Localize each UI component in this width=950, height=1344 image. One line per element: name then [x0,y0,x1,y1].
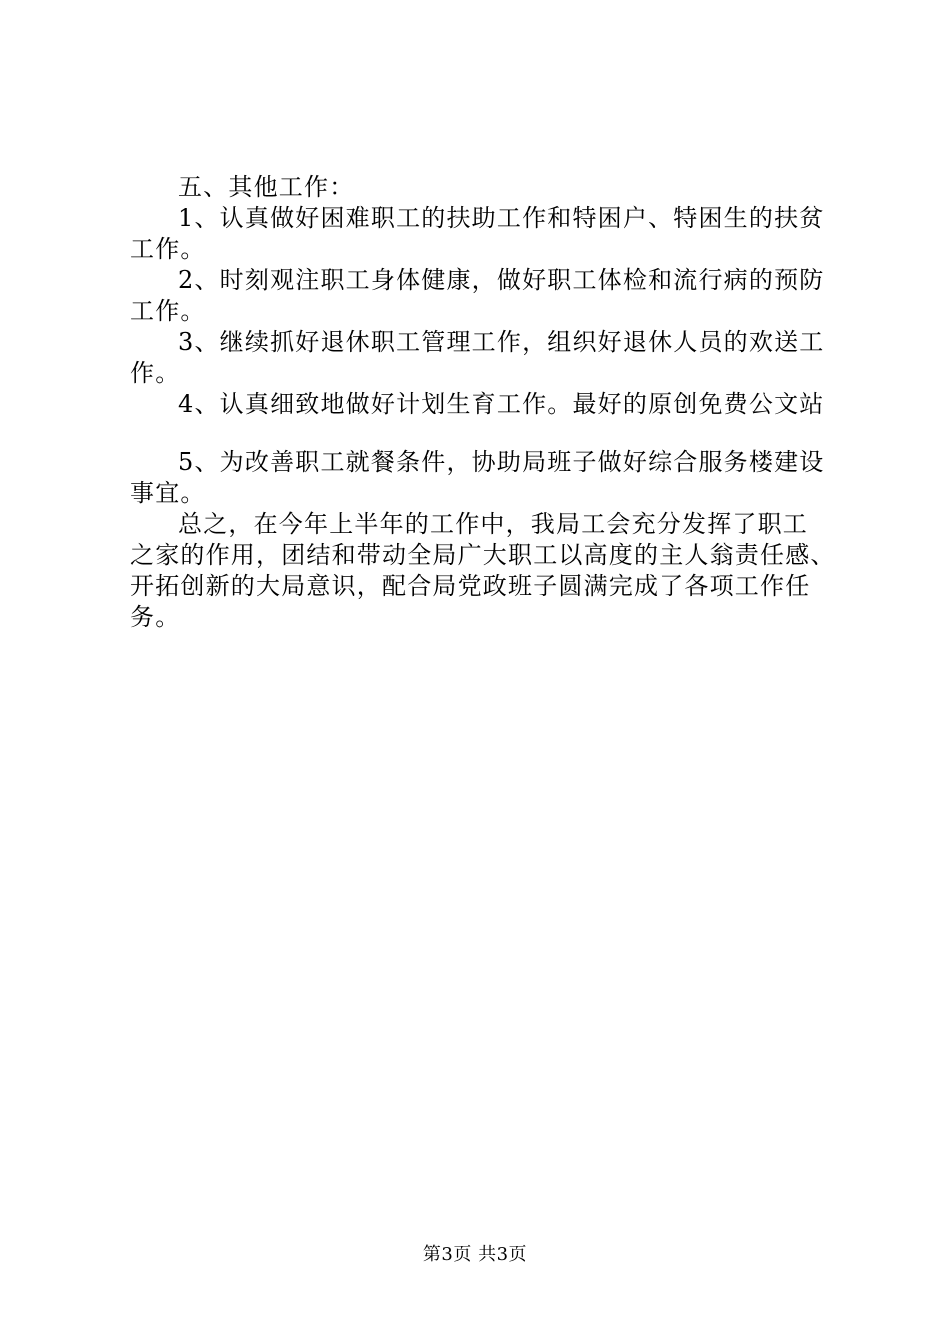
paragraph-line: 2、时刻观注职工身体健康，做好职工体检和流行病的预防 [178,266,825,294]
summary-line: 之家的作用，团结和带动全局广大职工以高度的主人翁责任感、 [130,541,836,569]
page-number-footer: 第3页 共3页 [422,1244,528,1265]
summary-line: 开拓创新的大局意识，配合局党政班子圆满完成了各项工作任 [130,572,811,600]
paragraph-line: 1、认真做好困难职工的扶助工作和特困户、特困生的扶贫 [178,204,825,232]
summary-line: 务。 [130,603,181,631]
paragraph-gap [130,420,842,447]
paragraph-line: 事宜。 [130,479,206,507]
section-heading: 五、其他工作： [178,173,355,201]
paragraph-line: 3、继续抓好退休职工管理工作，组织好退休人员的欢送工 [178,328,825,356]
paragraph-line: 5、为改善职工就餐条件，协助局班子做好综合服务楼建设 [178,448,825,476]
paragraph-line: 工作。 [130,235,206,263]
paragraph-line: 4、认真细致地做好计划生育工作。最好的原创免费公文站 [178,390,825,418]
paragraph-line: 作。 [130,359,181,387]
document-body [130,172,842,633]
paragraph-line: 工作。 [130,297,206,325]
summary-line: 总之，在今年上半年的工作中，我局工会充分发挥了职工 [178,510,808,538]
